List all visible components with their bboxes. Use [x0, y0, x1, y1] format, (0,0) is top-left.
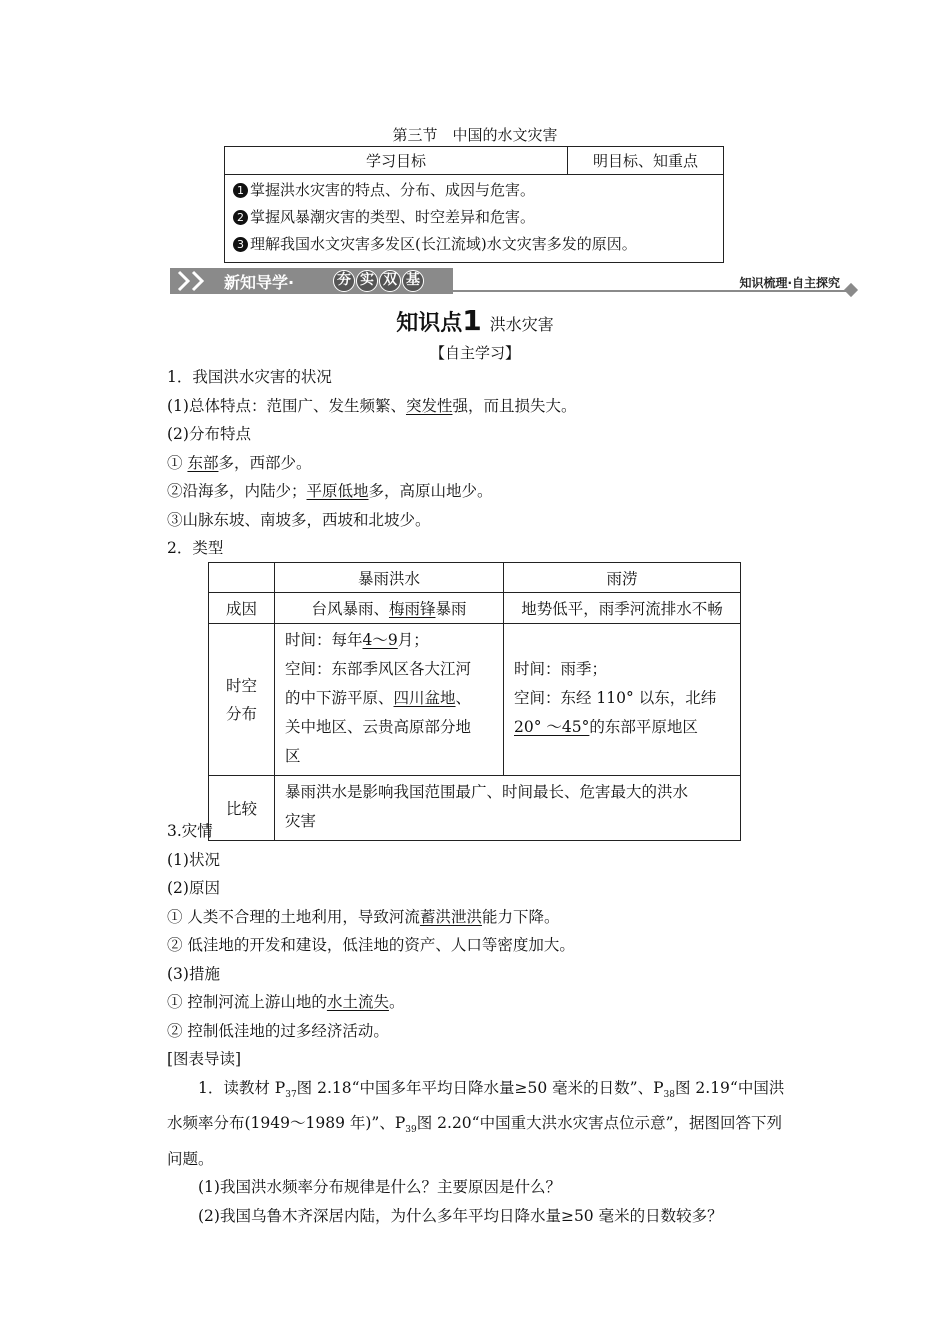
- banner-right-text: 知识梳理·自主探究: [739, 276, 840, 290]
- answer-underline: 水土流失: [326, 993, 389, 1011]
- text: 多，高原山地少。: [368, 482, 493, 500]
- row-label-cause: 成因: [209, 593, 275, 624]
- answer-underline: 梅雨锋: [388, 600, 436, 618]
- text: 分布: [225, 704, 257, 723]
- text: (1)总体特点：范围广、发生频繁、: [167, 396, 406, 415]
- banner-char: 双: [379, 270, 401, 292]
- text-line: 时间：雨季；: [514, 660, 608, 678]
- text: ②沿海多，内陆少；: [167, 482, 307, 500]
- answer-underline: 突发性: [405, 396, 453, 415]
- text-line: [514, 713, 736, 742]
- cause-item: ② 低洼地的开发和建设，低洼地的资产、人口等密度加大。: [167, 936, 575, 954]
- distribution-item: [167, 449, 747, 478]
- page-subscript: 37: [285, 1089, 297, 1100]
- distribution-item: [167, 477, 747, 506]
- text: 图 2.18“中国多年平均日降水量≥50 毫米的日数”、P: [296, 1078, 664, 1097]
- text-line: 空间：东部季风区各大江河: [285, 660, 472, 678]
- banner-char: 实: [356, 270, 378, 292]
- text-line: [167, 1074, 807, 1110]
- knowledge-point-label: 知识点: [396, 311, 463, 336]
- question-item: (2)我国乌鲁木齐深居内陆，为什么多年平均日降水量≥50 毫米的日数较多？: [198, 1206, 723, 1225]
- text: 月；: [397, 631, 429, 649]
- text: 强，而且损失大。: [452, 396, 577, 415]
- text-line: 灾害: [285, 812, 317, 830]
- banner-char: 夯: [333, 270, 355, 292]
- text: 暴雨: [435, 600, 467, 618]
- text: 台风暴雨、: [311, 600, 389, 618]
- goal-item: [233, 231, 717, 258]
- learning-goals-table: [224, 146, 724, 263]
- page-subscript: 39: [405, 1125, 417, 1136]
- distribution-item: ③山脉东坡、南坡多，西坡和北坡少。: [167, 510, 431, 529]
- table-cell: [275, 593, 504, 624]
- table-header-cell: 雨涝: [504, 563, 741, 593]
- page-subscript: 38: [663, 1089, 675, 1100]
- knowledge-point-number: 1: [462, 304, 482, 337]
- text: 图 2.19“中国洪: [674, 1078, 785, 1097]
- section-banner: [170, 268, 860, 294]
- goal-text: 掌握风暴潮灾害的类型、时空差异和危害。: [250, 208, 536, 226]
- section-title: 第三节 中国的水文灾害: [392, 126, 558, 144]
- answer-underline: 平原低地: [306, 482, 369, 500]
- goal-number-badge: 1: [233, 183, 248, 198]
- distribution-heading: (2)分布特点: [167, 425, 251, 443]
- chart-reading-heading: [图表导读]: [167, 1050, 242, 1068]
- knowledge-point-heading: [0, 304, 950, 337]
- goals-list: [225, 175, 724, 263]
- table-cell: [504, 624, 741, 776]
- goal-number-badge: 2: [233, 210, 248, 225]
- goal-item: [233, 177, 717, 204]
- text: 、: [455, 689, 472, 707]
- goals-header-left: 学习目标: [225, 147, 568, 175]
- question-item: (1)我国洪水频率分布规律是什么？主要原因是什么？: [198, 1178, 561, 1197]
- answer-underline: 20° ～45°: [514, 718, 590, 736]
- text: 时空: [225, 676, 257, 695]
- text: 的东部平原地区: [589, 718, 698, 736]
- text-line: [285, 684, 499, 713]
- cause-item: [167, 903, 747, 932]
- chart-reading-paragraph: [167, 1074, 807, 1110]
- text: 水频率分布(1949～1989 年)”、P: [167, 1114, 406, 1133]
- causes-heading: (2)原因: [167, 879, 220, 897]
- table-cell: [275, 624, 504, 776]
- answer-underline: 4～9: [362, 631, 398, 649]
- goals-header-right: 明目标、知重点: [568, 147, 724, 175]
- self-study-label: 【自主学习】: [429, 344, 520, 362]
- text-line: 空间：东经 110° 以东，北纬: [514, 689, 717, 707]
- diamond-icon: [844, 283, 858, 297]
- goal-text: 理解我国水文灾害多发区(长江流域)水文灾害多发的原因。: [250, 235, 637, 253]
- answer-underline: 东部: [187, 453, 219, 472]
- measure-item: [167, 988, 747, 1017]
- banner-circled-chars: [333, 270, 424, 292]
- text: 图 2.20“中国重大洪水灾害点位示意”，据图回答下列: [416, 1114, 783, 1133]
- text: ①: [167, 453, 188, 472]
- text-line: [285, 626, 499, 655]
- goal-text: 掌握洪水灾害的特点、分布、成因与危害。: [250, 181, 536, 199]
- text: 能力下降。: [481, 907, 560, 926]
- table-header-cell: 暴雨洪水: [275, 563, 504, 593]
- section-1: [167, 363, 747, 563]
- goal-number-badge: 3: [233, 237, 248, 252]
- text: 。: [388, 993, 405, 1011]
- text-line: 区: [285, 747, 301, 765]
- text-line: 暴雨洪水是影响我国范围最广、时间最长、危害最大的洪水: [285, 783, 689, 801]
- chevron-right-icon: [190, 270, 206, 292]
- section-3: [167, 817, 785, 1230]
- section-1-heading: 1．我国洪水灾害的状况: [167, 368, 332, 386]
- measures-heading: (3)措施: [167, 964, 220, 983]
- measure-item: ② 控制低洼地的过多经济活动。: [167, 1021, 389, 1040]
- table-cell: 地势低平，雨季河流排水不畅: [504, 593, 741, 624]
- banner-left-text: 新知导学·: [224, 273, 295, 292]
- status-heading: (1)状况: [167, 850, 220, 869]
- answer-underline: 四川盆地: [393, 689, 456, 707]
- text: 的中下游平原、: [285, 689, 394, 707]
- text: 1．读教材 P: [198, 1078, 286, 1097]
- text: ① 人类不合理的土地利用，导致河流: [167, 907, 420, 926]
- flood-types-table: [208, 562, 741, 841]
- goal-item: [233, 204, 717, 231]
- answer-underline: 蓄洪泄洪: [419, 907, 482, 926]
- text-line: 关中地区、云贵高原部分地: [285, 718, 472, 736]
- knowledge-point-title: 洪水灾害: [489, 315, 554, 334]
- section-3-heading: 3.灾情: [167, 822, 213, 840]
- text: 多，西部少。: [218, 453, 312, 472]
- row-label-distribution: [209, 624, 275, 776]
- section-2-heading: 2．类型: [167, 539, 224, 557]
- text-line: 问题。: [167, 1149, 214, 1168]
- overall-features: [167, 392, 747, 421]
- table-corner-cell: [209, 563, 275, 593]
- text: 时间：每年: [285, 631, 363, 649]
- banner-char: 基: [402, 270, 424, 292]
- text-line: [167, 1109, 807, 1145]
- text: ① 控制河流上游山地的: [167, 993, 327, 1011]
- row-label-comparison: 比较: [209, 776, 275, 841]
